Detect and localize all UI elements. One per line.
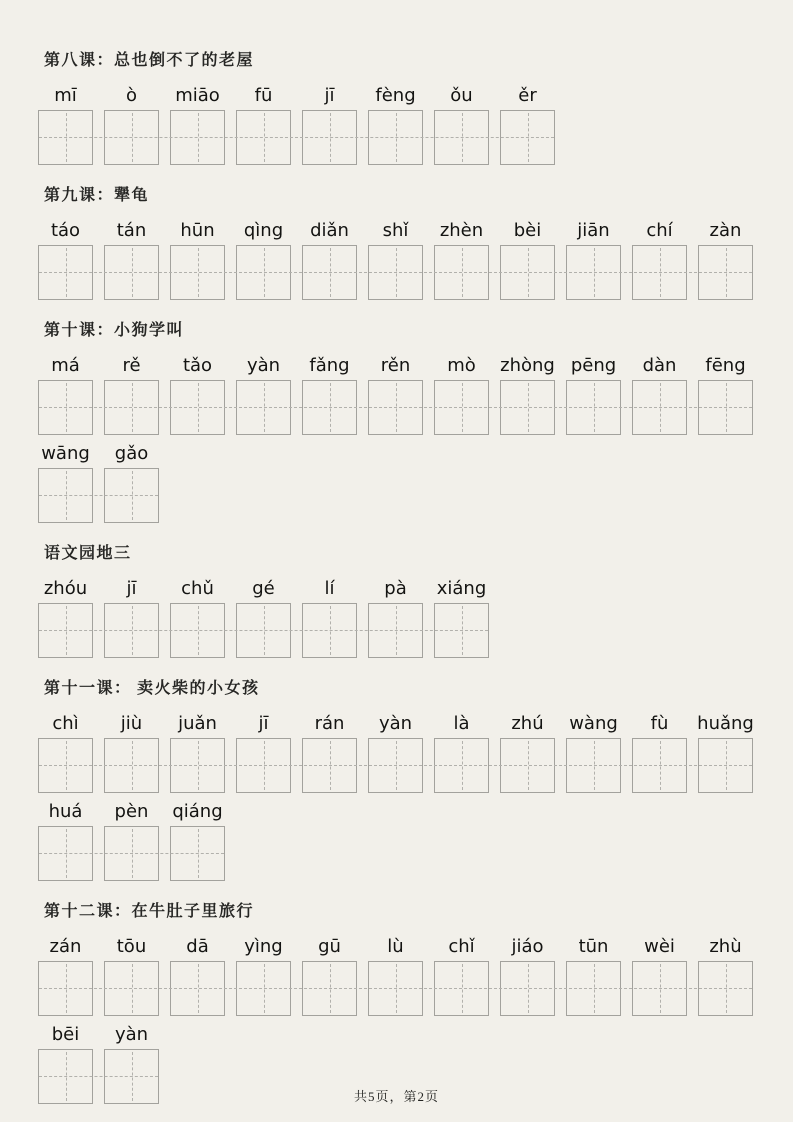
pinyin-box-unit [566,935,621,1016]
pinyin-label: gé [252,578,275,599]
pinyin-box-unit [302,935,357,1016]
pinyin-box-unit [236,712,291,793]
tianzige-writing-box [302,961,357,1016]
practice-row [38,577,489,658]
pinyin-label: xiáng [436,578,487,599]
pinyin-label: yìng [244,936,283,957]
pinyin-box-unit [170,219,225,300]
pinyin-label: huá [48,801,83,822]
tianzige-writing-box [698,380,753,435]
pinyin-label: pēng [570,355,617,376]
pinyin-box-unit [38,442,93,523]
tianzige-writing-box [698,738,753,793]
pinyin-label: shǐ [382,220,409,241]
pinyin-label: zhóu [43,578,88,599]
pinyin-box-unit [302,354,357,435]
tianzige-writing-box [302,380,357,435]
section-title: 语文园地三 [44,545,132,562]
pinyin-label: zán [49,936,82,957]
pinyin-label: dā [186,936,209,957]
pinyin-box-unit [38,84,93,165]
practice-row [38,219,753,300]
pinyin-box-unit [500,84,555,165]
pinyin-box-unit [170,935,225,1016]
pinyin-label: ǒu [450,85,473,106]
tianzige-writing-box [104,245,159,300]
tianzige-writing-box [368,380,423,435]
lesson-section [38,901,793,1104]
pinyin-box-unit [104,219,159,300]
tianzige-writing-box [236,603,291,658]
pinyin-box-unit [368,935,423,1016]
tianzige-writing-box [236,110,291,165]
pinyin-label: zhù [709,936,742,957]
pinyin-box-unit [104,442,159,523]
pinyin-box-unit [434,935,489,1016]
tianzige-writing-box [104,826,159,881]
section-title: 第八课：总也倒不了的老屋 [44,52,255,69]
practice-row [38,712,753,793]
pinyin-label: tōu [116,936,147,957]
lesson-section [38,678,793,881]
pinyin-label: jiù [120,713,143,734]
pinyin-box-unit [632,935,687,1016]
lesson-section [38,50,793,165]
tianzige-writing-box [368,738,423,793]
pinyin-box-unit [38,354,93,435]
pinyin-box-unit [170,800,225,881]
pinyin-label: mò [447,355,476,376]
tianzige-writing-box [434,961,489,1016]
tianzige-writing-box [236,245,291,300]
pinyin-label: wàng [569,713,618,734]
pinyin-label: zhòng [500,355,555,376]
pinyin-label: rěn [380,355,411,376]
tianzige-writing-box [104,961,159,1016]
pinyin-box-unit [632,219,687,300]
tianzige-writing-box [170,961,225,1016]
pinyin-label: yàn [246,355,281,376]
pinyin-label: chǐ [448,936,475,957]
tianzige-writing-box [302,110,357,165]
pinyin-box-unit [302,219,357,300]
pinyin-box-unit [236,219,291,300]
pinyin-box-unit [698,219,753,300]
pinyin-box-unit [368,84,423,165]
tianzige-writing-box [632,738,687,793]
pinyin-label: rán [314,713,345,734]
pinyin-box-unit [434,84,489,165]
pinyin-label: tǎo [182,355,213,376]
pinyin-box-unit [632,712,687,793]
pinyin-label: fèng [375,85,416,106]
lesson-section [38,320,793,523]
practice-row [38,354,753,435]
pinyin-label: gū [318,936,341,957]
pinyin-box-unit [104,712,159,793]
page-number-footer: 共5页，第2页 [353,1089,439,1104]
pinyin-label: fǎng [309,355,350,376]
tianzige-writing-box [368,245,423,300]
pinyin-label: bēi [51,1024,80,1045]
pinyin-box-unit [500,935,555,1016]
pinyin-label: jī [126,578,137,599]
tianzige-writing-box [434,738,489,793]
tianzige-writing-box [368,110,423,165]
pinyin-box-unit [566,712,621,793]
pinyin-box-unit [170,712,225,793]
tianzige-writing-box [500,380,555,435]
tianzige-writing-box [302,245,357,300]
pinyin-label: pèn [114,801,149,822]
pinyin-label: tūn [578,936,609,957]
pinyin-label: là [453,713,470,734]
pinyin-label: dàn [642,355,677,376]
tianzige-writing-box [104,468,159,523]
tianzige-writing-box [38,826,93,881]
pinyin-box-unit [434,354,489,435]
tianzige-writing-box [434,110,489,165]
pinyin-label: wāng [41,443,90,464]
pinyin-label: chí [646,220,673,241]
tianzige-writing-box [170,738,225,793]
pinyin-label: fù [650,713,669,734]
tianzige-writing-box [434,603,489,658]
tianzige-writing-box [236,380,291,435]
tianzige-writing-box [104,380,159,435]
tianzige-writing-box [170,245,225,300]
pinyin-box-unit [236,84,291,165]
tianzige-writing-box [38,961,93,1016]
pinyin-label: yàn [378,713,413,734]
tianzige-writing-box [104,603,159,658]
pinyin-box-unit [566,354,621,435]
pinyin-label: zhú [511,713,544,734]
pinyin-label: juǎn [178,713,217,734]
pinyin-box-unit [38,800,93,881]
tianzige-writing-box [302,603,357,658]
pinyin-label: rě [122,355,141,376]
pinyin-box-unit [104,577,159,658]
lesson-section [38,543,793,658]
pinyin-label: gǎo [114,443,149,464]
pinyin-box-unit [170,84,225,165]
pinyin-label: pà [384,578,407,599]
tianzige-writing-box [566,380,621,435]
pinyin-box-unit [500,712,555,793]
tianzige-writing-box [632,380,687,435]
pinyin-label: chǔ [181,578,214,599]
pinyin-box-unit [38,712,93,793]
practice-row [38,84,555,165]
tianzige-writing-box [566,245,621,300]
pinyin-box-unit [38,577,93,658]
pinyin-box-unit [104,354,159,435]
pinyin-label: ò [125,85,137,106]
pinyin-box-unit [698,712,753,793]
tianzige-writing-box [434,245,489,300]
pinyin-label: huǎng [697,713,754,734]
tianzige-writing-box [500,245,555,300]
pinyin-box-unit [104,935,159,1016]
pinyin-box-unit [434,219,489,300]
tianzige-writing-box [302,738,357,793]
tianzige-writing-box [566,738,621,793]
pinyin-label: jī [324,85,335,106]
tianzige-writing-box [104,110,159,165]
pinyin-label: táo [50,220,81,241]
pinyin-box-unit [236,354,291,435]
pinyin-label: fū [254,85,273,106]
tianzige-writing-box [632,245,687,300]
pinyin-label: jiān [577,220,610,241]
section-title: 第十课：小狗学叫 [44,322,185,339]
pinyin-box-unit [236,935,291,1016]
pinyin-label: má [51,355,80,376]
pinyin-box-unit [104,800,159,881]
pinyin-label: chì [52,713,79,734]
pinyin-box-unit [38,219,93,300]
tianzige-writing-box [368,961,423,1016]
section-title: 第九课：犟龟 [44,187,150,204]
pinyin-label: lù [387,936,404,957]
pinyin-label: hūn [180,220,215,241]
section-title: 第十一课： 卖火柴的小女孩 [44,680,260,697]
pinyin-label: mī [54,85,77,106]
tianzige-writing-box [500,110,555,165]
pinyin-box-unit [170,354,225,435]
pinyin-label: jiáo [511,936,544,957]
practice-row [38,800,225,881]
pinyin-label: ěr [518,85,537,106]
tianzige-writing-box [500,961,555,1016]
pinyin-box-unit [698,935,753,1016]
tianzige-writing-box [632,961,687,1016]
pinyin-box-unit [368,712,423,793]
practice-row [38,442,159,523]
lesson-sections-container [38,50,793,1104]
tianzige-writing-box [236,738,291,793]
pinyin-label: fēng [705,355,746,376]
pinyin-label: qìng [243,220,284,241]
pinyin-box-unit [698,354,753,435]
tianzige-writing-box [38,603,93,658]
pinyin-box-unit [170,577,225,658]
pinyin-box-unit [368,354,423,435]
tianzige-writing-box [170,380,225,435]
pinyin-box-unit [302,84,357,165]
pinyin-box-unit [566,219,621,300]
pinyin-label: bèi [513,220,542,241]
tianzige-writing-box [698,961,753,1016]
tianzige-writing-box [368,603,423,658]
tianzige-writing-box [38,380,93,435]
pinyin-box-unit [104,84,159,165]
pinyin-label: diǎn [310,220,349,241]
pinyin-label: zhèn [439,220,484,241]
pinyin-box-unit [236,577,291,658]
tianzige-writing-box [38,245,93,300]
pinyin-box-unit [434,577,489,658]
pinyin-label: yàn [114,1024,149,1045]
pinyin-label: qiáng [172,801,223,822]
pinyin-box-unit [500,219,555,300]
lesson-section [38,185,793,300]
tianzige-writing-box [38,738,93,793]
tianzige-writing-box [434,380,489,435]
pinyin-label: jī [258,713,269,734]
pinyin-box-unit [434,712,489,793]
tianzige-writing-box [566,961,621,1016]
pinyin-label: zàn [709,220,742,241]
practice-row [38,935,753,1016]
tianzige-writing-box [236,961,291,1016]
tianzige-writing-box [170,826,225,881]
tianzige-writing-box [170,110,225,165]
pinyin-label: lí [324,578,335,599]
tianzige-writing-box [170,603,225,658]
pinyin-label: wèi [644,936,675,957]
tianzige-writing-box [500,738,555,793]
pinyin-box-unit [302,712,357,793]
tianzige-writing-box [38,468,93,523]
pinyin-box-unit [500,354,555,435]
section-title: 第十二课：在牛肚子里旅行 [44,903,255,920]
tianzige-writing-box [104,738,159,793]
pinyin-box-unit [302,577,357,658]
pinyin-box-unit [38,935,93,1016]
tianzige-writing-box [698,245,753,300]
tianzige-writing-box [38,110,93,165]
pinyin-label: tán [116,220,147,241]
pinyin-box-unit [368,577,423,658]
pinyin-box-unit [632,354,687,435]
pinyin-label: miāo [175,85,220,106]
pinyin-box-unit [368,219,423,300]
